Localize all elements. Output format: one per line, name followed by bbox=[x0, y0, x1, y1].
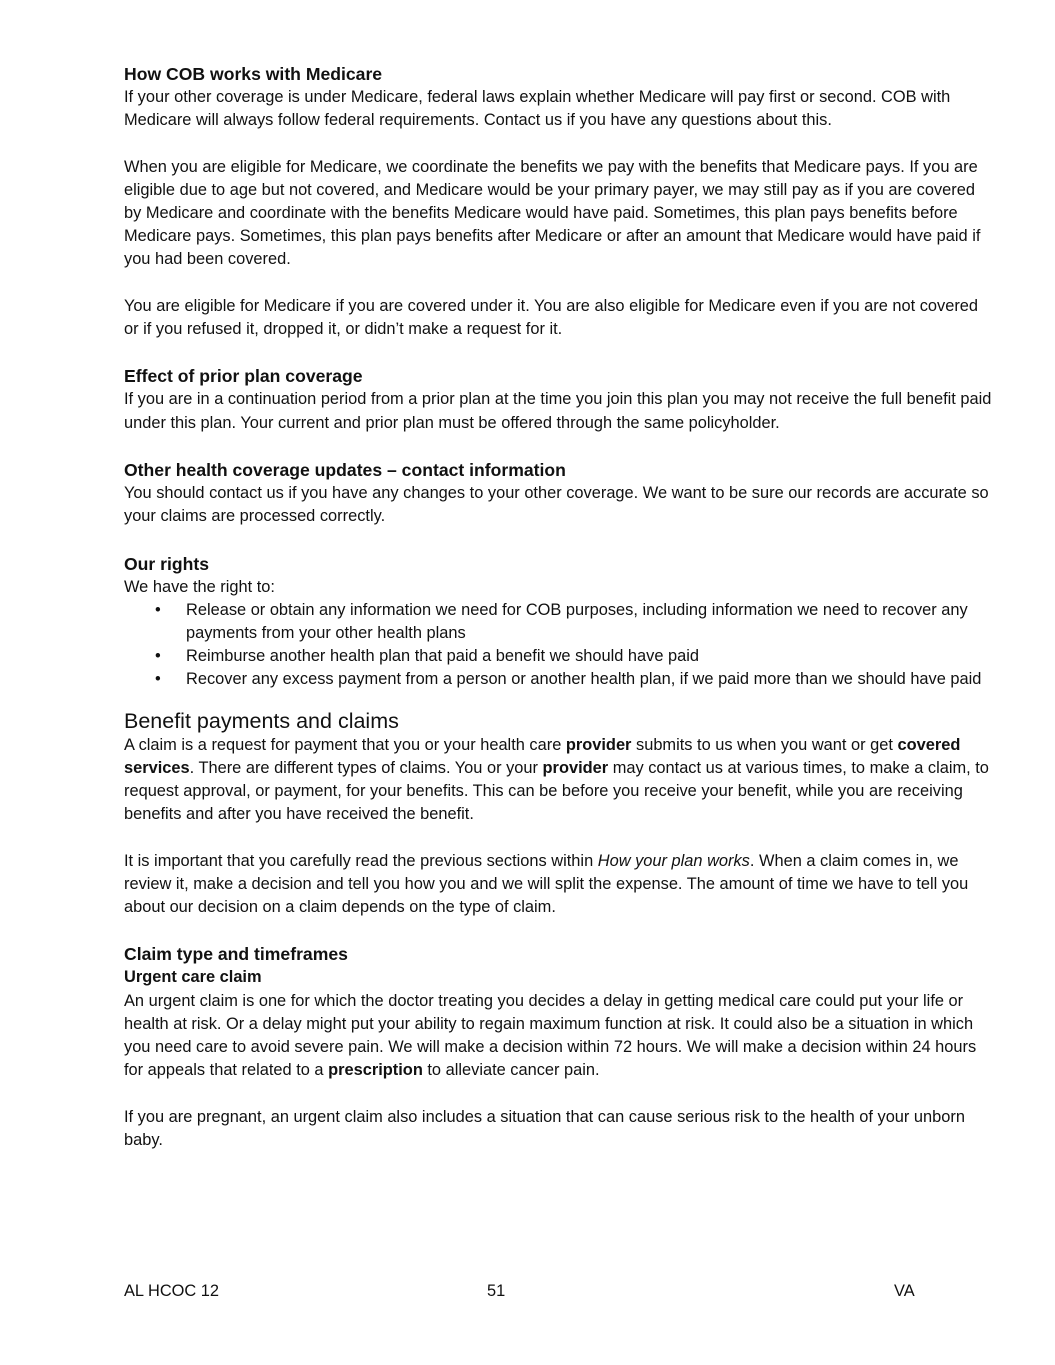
bullet-icon: • bbox=[155, 647, 161, 666]
paragraph: When you are eligible for Medicare, we coordinate the benefits we pay with the benefits that Medicare pays. If you are eligible due to age but not covered, and Medicare would be your primary payer, we may still pay as if you are covered by Medicare and coordinate with the benefits Medicare would have paid. Sometimes, this plan pays benefits before Medicare pays. Sometimes, this plan pays benefits after Medicare or after an amount that Medicare would have paid if you had been covered. bbox=[124, 157, 981, 269]
term-prescription: prescription bbox=[328, 1061, 423, 1080]
section-benefit-payments bbox=[124, 707, 996, 827]
document-page bbox=[124, 62, 996, 1175]
paragraph: If you are in a continuation period from a prior plan at the time you join this plan you may not receive the full benefit paid under this plan. Your current and prior plan must be offered through the same policyholder. bbox=[124, 390, 992, 432]
bullet-icon: • bbox=[155, 600, 161, 619]
heading-coverage-updates: Other health coverage updates – contact information bbox=[124, 459, 566, 480]
section-prior-plan bbox=[124, 364, 996, 434]
heading-our-rights: Our rights bbox=[124, 553, 210, 574]
paragraph: You are eligible for Medicare if you are covered under it. You are also eligible for Medicare even if you are not covered or if you refused it, dropped it, or didn’t make a request for it. bbox=[124, 296, 979, 338]
list-item-text: Recover any excess payment from a person or another health plan, if we paid more than we should have paid bbox=[186, 670, 982, 689]
rights-list bbox=[124, 599, 996, 692]
list-item bbox=[155, 668, 996, 691]
footer-form-id: AL HCOC 12 bbox=[124, 1282, 220, 1300]
term-provider: provider bbox=[565, 735, 632, 754]
heading-benefit-payments: Benefit payments and claims bbox=[124, 708, 399, 733]
paragraph: If you are pregnant, an urgent claim also includes a situation that can cause serious risk to the health of your unborn baby. bbox=[124, 1107, 965, 1149]
list-item bbox=[155, 645, 996, 668]
page-number: 51 bbox=[487, 1282, 506, 1300]
heading-claim-types: Claim type and timeframes bbox=[124, 944, 348, 965]
subheading-urgent-care: Urgent care claim bbox=[124, 968, 262, 987]
footer-state: VA bbox=[894, 1282, 915, 1300]
section-cob-medicare bbox=[124, 62, 996, 132]
section-claim-types bbox=[124, 942, 996, 1082]
paragraph: It is important that you carefully read the previous sections within How your plan works. When a claim comes in, we review it, make a decision and tell you how you and we will split the expense. The amount of time we have to tell you about our decision on a claim depends on the type of claim. bbox=[124, 851, 969, 916]
bullet-icon: • bbox=[155, 670, 161, 689]
reference-how-your-plan-works: How your plan works bbox=[597, 851, 750, 870]
heading-prior-plan: Effect of prior plan coverage bbox=[124, 366, 363, 387]
section-coverage-updates bbox=[124, 458, 996, 528]
heading-cob-medicare: How COB works with Medicare bbox=[124, 64, 383, 84]
paragraph: A claim is a request for payment that you or your health care provider submits to us when you want or get covered services. There are different types of claims. You or your provider may contact us at various times, to make a claim, to request approval, or payment, for your benefits. This can be before you receive your benefit, while you are receiving benefits and after you have received the benefit. bbox=[124, 735, 989, 824]
list-item-text: Release or obtain any information we need for COB purposes, including information we need to recover any payments from your other health plans bbox=[186, 600, 968, 642]
term-covered-services: covered services bbox=[124, 735, 961, 777]
list-item bbox=[155, 599, 996, 645]
term-provider: provider bbox=[542, 758, 609, 777]
section-our-rights bbox=[124, 552, 996, 692]
paragraph: You should contact us if you have any changes to your other coverage. We want to be sure our records are accurate so your claims are processed correctly. bbox=[124, 483, 989, 526]
paragraph: An urgent claim is one for which the doctor treating you decides a delay in getting medical care could put your life or health at risk. Or a delay might put your ability to regain maximum function at risk. It could also be a situation in which you need care to avoid severe pain. We will make a decision within 72 hours. We will make a decision within 24 hours for appeals that related to a prescription to alleviate cancer pain. bbox=[124, 991, 977, 1080]
list-item-text: Reimburse another health plan that paid a benefit we should have paid bbox=[186, 647, 700, 666]
paragraph: If your other coverage is under Medicare, federal laws explain whether Medicare will pay first or second. COB with Medicare will always follow federal requirements. Contact us if you have any questions about this. bbox=[124, 88, 951, 130]
paragraph: We have the right to: bbox=[124, 577, 275, 596]
